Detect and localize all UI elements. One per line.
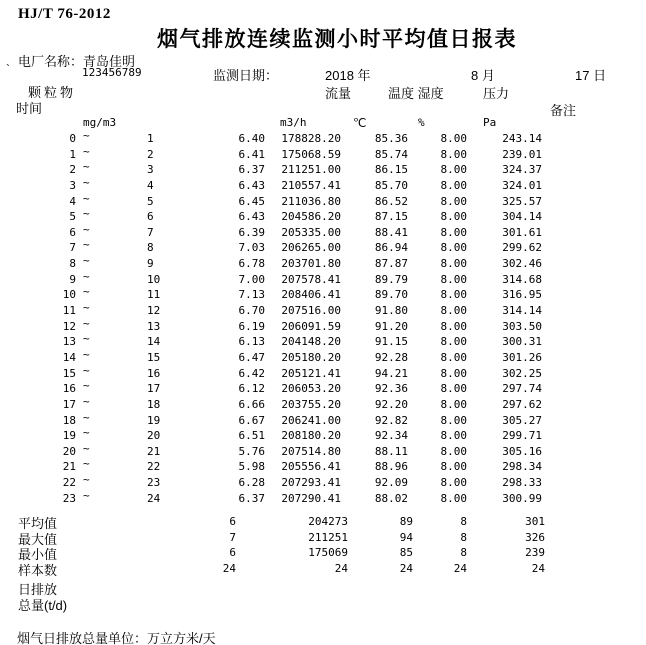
hour-end: 12 (147, 304, 161, 318)
flow-value: 207514.80 (281, 444, 341, 458)
hourly-row (0, 475, 646, 491)
summary-particulate: 6 (229, 546, 236, 560)
pressure-value: 299.71 (502, 429, 542, 443)
hour-end: 20 (147, 429, 161, 443)
temperature-value: 86.15 (374, 163, 408, 177)
humidity-value: 8.00 (440, 382, 467, 396)
pressure-value: 325.57 (502, 194, 542, 208)
summary-label: 样本数 (18, 563, 58, 579)
tilde-separator: ~ (83, 191, 90, 205)
humidity-value: 8.00 (440, 413, 467, 427)
summary-humidity: 8 (460, 515, 467, 528)
column-header-time: 时间 (16, 101, 43, 116)
tilde-separator: ~ (83, 394, 90, 408)
date-month: 8 月 (471, 68, 495, 83)
summary-temperature: 94 (399, 530, 413, 544)
summary-label: 最小值 (18, 547, 58, 563)
tilde-separator: ~ (83, 363, 90, 377)
hour-start: 21 (62, 460, 76, 474)
temperature-value: 88.96 (374, 460, 408, 474)
flow-value: 204148.20 (281, 335, 341, 349)
hourly-row (0, 316, 646, 335)
flow-value: 205335.00 (281, 225, 341, 239)
humidity-value: 8.00 (440, 178, 467, 192)
hourly-row (0, 394, 646, 413)
humidity-value: 8.00 (440, 163, 467, 177)
hour-end: 7 (147, 225, 154, 239)
humidity-value: 8.00 (440, 272, 467, 286)
hour-end: 24 (147, 491, 161, 505)
daily-emission-label-line1: 日排放 (18, 582, 58, 597)
date-label: 监测日期： (213, 68, 279, 83)
pressure-value: 302.46 (502, 257, 542, 271)
hourly-row (0, 256, 646, 272)
flow-value: 203701.80 (281, 257, 341, 271)
column-header-temp-humidity: 温度 湿度 (388, 86, 444, 101)
tilde-separator: ~ (83, 222, 90, 236)
tilde-separator: ~ (83, 238, 90, 252)
tilde-separator: ~ (83, 347, 90, 361)
pressure-value: 304.14 (502, 210, 542, 224)
flow-value: 204586.20 (281, 210, 341, 224)
hour-end: 14 (147, 335, 161, 349)
flow-value: 211251.00 (281, 163, 341, 177)
flow-value: 205121.41 (281, 366, 341, 380)
temperature-value: 92.28 (374, 350, 408, 364)
hour-start: 20 (62, 444, 76, 458)
daily-emission-label-line2: 总量(t/d) (18, 598, 68, 613)
tilde-separator: ~ (83, 332, 90, 346)
summary-flow: 211251 (308, 530, 348, 544)
particulate-value: 6.12 (238, 382, 265, 396)
summary-flow: 204273 (308, 515, 348, 528)
tilde-separator: ~ (83, 426, 90, 440)
tilde-separator: ~ (83, 269, 90, 283)
hourly-row (0, 459, 646, 475)
tilde-separator: ~ (83, 316, 90, 330)
hour-end: 3 (147, 163, 154, 177)
flow-value: 203755.20 (281, 397, 341, 411)
flow-value: 207516.00 (281, 304, 341, 318)
humidity-value: 8.00 (440, 241, 467, 255)
summary-particulate: 6 (229, 515, 236, 528)
tilde-separator: ~ (83, 441, 90, 455)
tick-mark: ` (6, 62, 10, 76)
pressure-value: 297.74 (502, 382, 542, 396)
tilde-separator: ~ (83, 160, 90, 174)
footnote-unit: 烟气日排放总量单位：万立方米/天 (17, 631, 216, 645)
humidity-value: 8.00 (440, 257, 467, 271)
hourly-row (0, 222, 646, 241)
hour-start: 2 (69, 163, 76, 177)
particulate-value: 6.45 (238, 194, 265, 208)
hour-end: 8 (147, 241, 154, 255)
pressure-value: 301.26 (502, 350, 542, 364)
hour-end: 6 (147, 210, 154, 224)
pressure-value: 324.37 (502, 163, 542, 177)
hourly-row (0, 488, 646, 507)
hourly-row (0, 428, 646, 444)
summary-row (0, 528, 646, 547)
unit-flow: m3/h (280, 116, 307, 129)
standard-number: HJ/T 76-2012 (18, 6, 111, 22)
tilde-separator: ~ (83, 488, 90, 502)
humidity-value: 8.00 (440, 476, 467, 490)
hour-start: 22 (62, 476, 76, 490)
temperature-value: 92.34 (374, 429, 408, 443)
hour-start: 7 (69, 241, 76, 255)
particulate-value: 6.42 (238, 366, 265, 380)
unit-particulate: mg/m3 (83, 116, 117, 129)
hour-end: 2 (147, 147, 154, 161)
temperature-value: 85.70 (374, 178, 408, 192)
particulate-value: 6.67 (238, 413, 265, 427)
particulate-value: 6.66 (238, 397, 265, 411)
tilde-separator: ~ (83, 301, 90, 315)
particulate-value: 6.37 (238, 491, 265, 505)
hour-start: 6 (69, 225, 76, 239)
hour-start: 16 (62, 382, 76, 396)
temperature-value: 88.02 (374, 491, 408, 505)
hour-end: 23 (147, 476, 161, 490)
humidity-value: 8.00 (440, 132, 467, 145)
summary-row (0, 543, 646, 563)
hour-start: 4 (69, 194, 76, 208)
particulate-value: 6.43 (238, 210, 265, 224)
hour-end: 18 (147, 397, 161, 411)
temperature-value: 91.20 (374, 319, 408, 333)
hour-start: 17 (62, 397, 76, 411)
column-header-flow: 流量 (325, 86, 352, 101)
hourly-row (0, 381, 646, 397)
temperature-value: 89.70 (374, 288, 408, 302)
hour-end: 19 (147, 413, 161, 427)
hour-end: 9 (147, 257, 154, 271)
pressure-value: 305.16 (502, 444, 542, 458)
summary-humidity: 8 (460, 546, 467, 560)
summary-particulate: 7 (229, 530, 236, 544)
hour-end: 11 (147, 288, 161, 302)
summary-humidity: 8 (460, 530, 467, 544)
hour-start: 11 (62, 304, 76, 318)
hour-start: 8 (69, 257, 76, 271)
flow-value: 208180.20 (281, 429, 341, 443)
flow-value: 207290.41 (281, 491, 341, 505)
hour-start: 12 (62, 319, 76, 333)
flow-value: 205180.20 (281, 350, 341, 364)
pressure-value: 243.14 (502, 132, 542, 145)
pressure-value: 303.50 (502, 319, 542, 333)
pressure-value: 302.25 (502, 366, 542, 380)
hourly-row (0, 269, 646, 288)
temperature-value: 91.80 (374, 304, 408, 318)
particulate-value: 5.98 (238, 460, 265, 474)
temperature-value: 86.52 (374, 194, 408, 208)
hour-start: 1 (69, 147, 76, 161)
tilde-separator: ~ (83, 473, 90, 487)
summary-pressure: 239 (525, 546, 545, 560)
particulate-value: 6.37 (238, 163, 265, 177)
hour-end: 22 (147, 460, 161, 474)
pressure-value: 301.61 (502, 225, 542, 239)
column-header-pressure: 压力 (483, 86, 510, 101)
hour-end: 13 (147, 319, 161, 333)
temperature-value: 88.41 (374, 225, 408, 239)
pressure-value: 305.27 (502, 413, 542, 427)
humidity-value: 8.00 (440, 304, 467, 318)
hourly-rows (0, 131, 646, 506)
particulate-value: 6.39 (238, 225, 265, 239)
humidity-value: 8.00 (440, 319, 467, 333)
summary-rows (0, 512, 646, 579)
hour-end: 10 (147, 272, 161, 286)
particulate-value: 7.03 (238, 241, 265, 255)
tilde-separator: ~ (83, 379, 90, 393)
plant-code: 123456789 (82, 66, 142, 79)
temperature-value: 92.36 (374, 382, 408, 396)
humidity-value: 8.00 (440, 288, 467, 302)
particulate-value: 6.78 (238, 257, 265, 271)
tilde-separator: ~ (83, 410, 90, 424)
hour-end: 5 (147, 194, 154, 208)
summary-row (0, 512, 646, 531)
flow-value: 205556.41 (281, 460, 341, 474)
temperature-value: 85.36 (374, 132, 408, 145)
humidity-value: 8.00 (440, 397, 467, 411)
temperature-value: 87.87 (374, 257, 408, 271)
temperature-value: 92.82 (374, 413, 408, 427)
hour-start: 19 (62, 429, 76, 443)
temperature-value: 92.09 (374, 476, 408, 490)
hour-end: 16 (147, 366, 161, 380)
unit-temperature: ℃ (353, 116, 367, 130)
particulate-value: 6.41 (238, 147, 265, 161)
hourly-row (0, 441, 646, 460)
date-day: 17 日 (575, 68, 607, 83)
flow-value: 207293.41 (281, 476, 341, 490)
humidity-value: 8.00 (440, 225, 467, 239)
hour-end: 15 (147, 350, 161, 364)
pressure-value: 298.33 (502, 476, 542, 490)
summary-pressure: 326 (525, 530, 545, 544)
humidity-value: 8.00 (440, 350, 467, 364)
particulate-value: 6.40 (238, 132, 265, 145)
hour-end: 1 (147, 132, 154, 145)
tilde-separator: ~ (83, 144, 90, 158)
hourly-row (0, 303, 646, 319)
hourly-row (0, 410, 646, 429)
hour-start: 23 (62, 491, 76, 505)
tilde-separator: ~ (83, 207, 90, 221)
unit-humidity: % (418, 116, 425, 129)
flow-value: 206091.59 (281, 319, 341, 333)
summary-temperature: 89 (399, 515, 413, 528)
date-year: 2018 年 (325, 68, 371, 83)
summary-flow: 175069 (308, 546, 348, 560)
summary-row (0, 559, 646, 579)
hourly-row (0, 240, 646, 256)
temperature-value: 91.15 (374, 335, 408, 349)
flow-value: 206053.20 (281, 382, 341, 396)
flow-value: 175068.59 (281, 147, 341, 161)
hour-start: 14 (62, 350, 76, 364)
summary-humidity: 24 (453, 562, 467, 576)
particulate-value: 6.19 (238, 319, 265, 333)
hourly-row (0, 209, 646, 225)
temperature-value: 88.11 (374, 444, 408, 458)
hour-start: 5 (69, 210, 76, 224)
flow-value: 207578.41 (281, 272, 341, 286)
temperature-value: 87.15 (374, 210, 408, 224)
particulate-value: 6.28 (238, 476, 265, 490)
temperature-value: 94.21 (374, 366, 408, 380)
temperature-value: 85.74 (374, 147, 408, 161)
particulate-value: 6.13 (238, 335, 265, 349)
hour-end: 21 (147, 444, 161, 458)
summary-temperature: 85 (399, 546, 413, 560)
tilde-separator: ~ (83, 457, 90, 471)
flow-value: 211036.80 (281, 194, 341, 208)
humidity-value: 8.00 (440, 147, 467, 161)
humidity-value: 8.00 (440, 335, 467, 349)
particulate-value: 6.43 (238, 178, 265, 192)
temperature-value: 89.79 (374, 272, 408, 286)
hourly-row (0, 162, 646, 178)
report-title: 烟气排放连续监测小时平均值日报表 (157, 28, 517, 51)
pressure-value: 324.01 (502, 178, 542, 192)
summary-label: 平均值 (18, 516, 58, 531)
summary-pressure: 24 (531, 562, 545, 576)
pressure-value: 300.31 (502, 335, 542, 349)
temperature-value: 92.20 (374, 397, 408, 411)
pressure-value: 316.95 (502, 288, 542, 302)
flow-value: 178828.20 (281, 132, 341, 145)
summary-label: 最大值 (18, 531, 58, 547)
pressure-value: 297.62 (502, 397, 542, 411)
humidity-value: 8.00 (440, 444, 467, 458)
hour-start: 0 (69, 132, 76, 145)
hour-start: 10 (62, 288, 76, 302)
hour-end: 4 (147, 178, 154, 192)
tilde-separator: ~ (83, 175, 90, 189)
humidity-value: 8.00 (440, 491, 467, 505)
particulate-value: 7.13 (238, 288, 265, 302)
hour-start: 18 (62, 413, 76, 427)
plant-name-line: 电厂名称：青岛佳明 (18, 54, 136, 69)
particulate-value: 6.51 (238, 429, 265, 443)
units-row (0, 116, 646, 130)
pressure-value: 299.62 (502, 241, 542, 255)
particulate-value: 6.47 (238, 350, 265, 364)
flow-value: 208406.41 (281, 288, 341, 302)
unit-pressure: Pa (483, 116, 497, 129)
summary-temperature: 24 (399, 562, 413, 576)
hourly-row (0, 131, 646, 147)
pressure-value: 300.99 (502, 491, 542, 505)
hour-start: 15 (62, 366, 76, 380)
hour-start: 3 (69, 178, 76, 192)
hourly-row (0, 175, 646, 194)
hourly-row (0, 334, 646, 350)
humidity-value: 8.00 (440, 429, 467, 443)
tilde-separator: ~ (83, 285, 90, 299)
flow-value: 206241.00 (281, 413, 341, 427)
tilde-separator: ~ (83, 129, 90, 142)
pressure-value: 239.01 (502, 147, 542, 161)
hourly-row (0, 363, 646, 382)
pressure-value: 314.14 (502, 304, 542, 318)
humidity-value: 8.00 (440, 366, 467, 380)
hour-start: 9 (69, 272, 76, 286)
hourly-row (0, 144, 646, 163)
flow-value: 206265.00 (281, 241, 341, 255)
temperature-value: 86.94 (374, 241, 408, 255)
summary-particulate: 24 (222, 562, 236, 576)
pressure-value: 298.34 (502, 460, 542, 474)
column-header-particulate: 颗粒物 (28, 85, 77, 100)
column-header-remark: 备注 (550, 103, 577, 118)
humidity-value: 8.00 (440, 460, 467, 474)
summary-flow: 24 (334, 562, 348, 576)
tilde-separator: ~ (83, 254, 90, 268)
summary-pressure: 301 (525, 515, 545, 528)
hourly-row (0, 287, 646, 303)
hour-start: 13 (62, 335, 76, 349)
hourly-row (0, 347, 646, 366)
pressure-value: 314.68 (502, 272, 542, 286)
hour-end: 17 (147, 382, 161, 396)
particulate-value: 5.76 (238, 444, 265, 458)
hourly-row (0, 191, 646, 210)
particulate-value: 6.70 (238, 304, 265, 318)
humidity-value: 8.00 (440, 194, 467, 208)
particulate-value: 7.00 (238, 272, 265, 286)
humidity-value: 8.00 (440, 210, 467, 224)
flow-value: 210557.41 (281, 178, 341, 192)
